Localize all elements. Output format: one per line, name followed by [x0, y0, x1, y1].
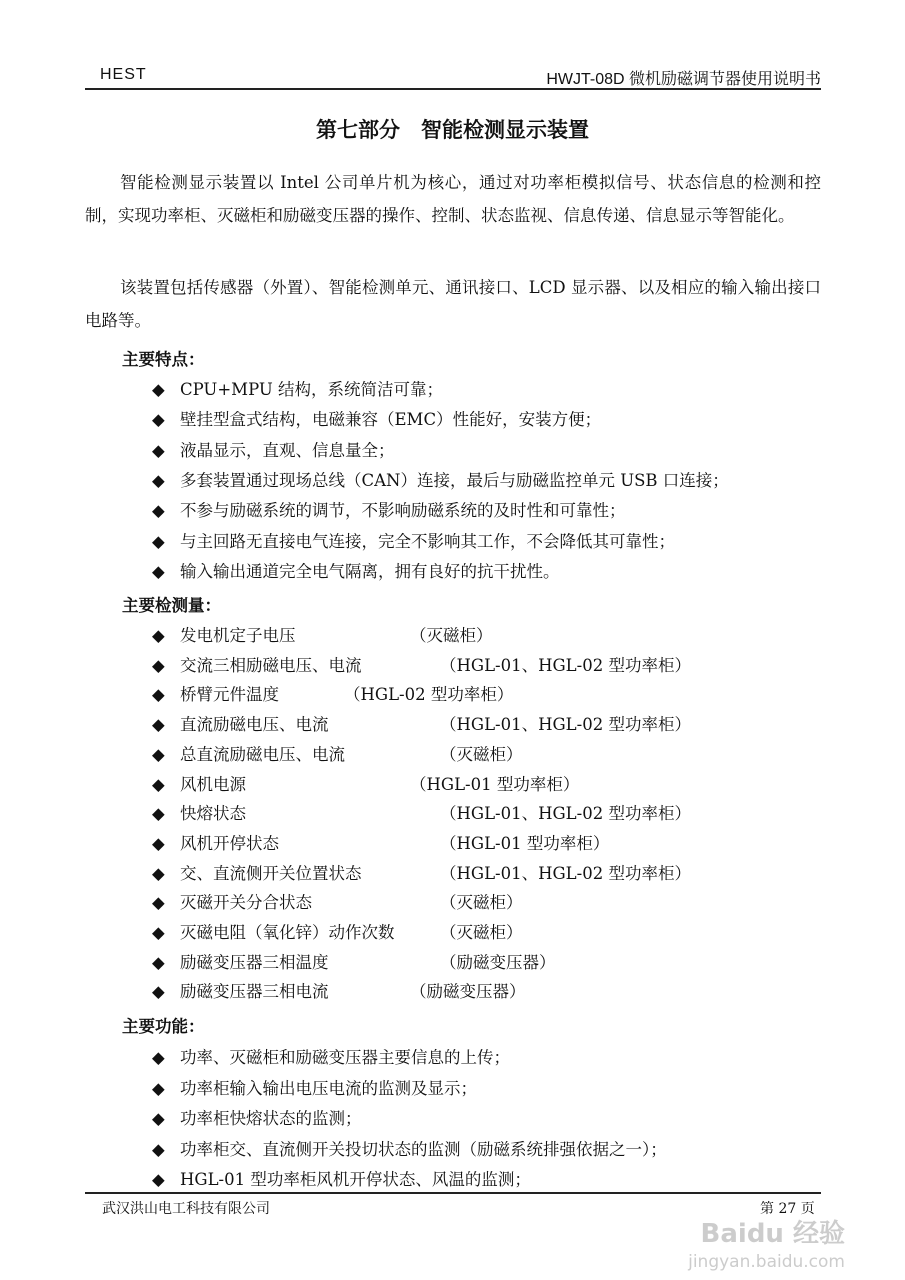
functions-heading: 主要功能：: [122, 1017, 205, 1036]
watermark-logo: Baidu 经验: [700, 1219, 845, 1249]
list-item: [152, 497, 626, 521]
features-heading: 主要特点：: [122, 350, 205, 369]
measurement-name: 风机电源: [180, 774, 246, 794]
list-item: [152, 558, 560, 582]
diamond-bullet-icon: ◆: [152, 440, 165, 460]
list-item-text: 多套装置通过现场总线（CAN）连接，最后与励磁监控单元 USB 口连接；: [180, 470, 729, 490]
measurements-heading: 主要检测量：: [122, 596, 221, 615]
measurement-name: 交、直流侧开关位置状态: [180, 863, 362, 883]
list-item: [152, 467, 729, 491]
measurement-location: （HGL-01 型功率柜）: [410, 774, 580, 794]
measurement-name: 灭磁电阻（氧化锌）动作次数: [180, 923, 395, 942]
list-item: [152, 711, 691, 735]
measurement-location: （灭磁柜）: [410, 626, 493, 645]
measurement-name: 交流三相励磁电压、电流: [180, 655, 362, 675]
measurement-location: （灭磁柜）: [440, 923, 523, 942]
list-item-text: 功率柜快熔状态的监测；: [180, 1109, 362, 1128]
list-item: [152, 830, 610, 854]
list-item: [152, 771, 580, 795]
measurement-location: （灭磁柜）: [440, 744, 523, 764]
header-left: HEST: [100, 66, 147, 83]
list-item: [152, 741, 523, 765]
list-item: [152, 800, 691, 824]
measurement-name: 桥臂元件温度: [180, 685, 279, 705]
diamond-bullet-icon: ◆: [152, 1139, 165, 1159]
list-item: [152, 652, 691, 676]
diamond-bullet-icon: ◆: [152, 982, 165, 1002]
watermark-url: jingyan.baidu.com: [688, 1252, 845, 1272]
measurement-location: （HGL-01、HGL-02 型功率柜）: [440, 715, 691, 735]
measurement-location: （励磁变压器）: [410, 982, 526, 1002]
list-item-text: 功率柜输入输出电压电流的监测及显示；: [180, 1078, 477, 1098]
measurement-location: （HGL-01 型功率柜）: [440, 833, 610, 853]
diamond-bullet-icon: ◆: [152, 833, 165, 853]
footer-company: 武汉洪山电工科技有限公司: [102, 1201, 270, 1217]
diamond-bullet-icon: ◆: [152, 470, 165, 490]
list-item: [152, 889, 523, 913]
list-item: [152, 437, 395, 461]
footer-page: 第 27 页: [760, 1201, 815, 1217]
list-item: [152, 1075, 477, 1099]
list-item-text: CPU+MPU 结构，系统简洁可靠；: [180, 380, 444, 399]
diamond-bullet-icon: ◆: [152, 531, 165, 551]
measurement-name: 发电机定子电压: [180, 626, 296, 645]
diamond-bullet-icon: ◆: [152, 893, 165, 913]
diamond-bullet-icon: ◆: [152, 1109, 165, 1128]
measurement-location: （HGL-01、HGL-02 型功率柜）: [440, 804, 691, 824]
diamond-bullet-icon: ◆: [152, 804, 165, 824]
list-item-text: 不参与励磁系统的调节，不影响励磁系统的及时性和可靠性；: [180, 501, 626, 521]
list-item: [152, 919, 523, 943]
diamond-bullet-icon: ◆: [152, 501, 165, 521]
measurement-location: （HGL-01、HGL-02 型功率柜）: [440, 655, 691, 675]
list-item-text: 功率柜交、直流侧开关投切状态的监测（励磁系统排强依据之一）；: [180, 1139, 667, 1159]
diamond-bullet-icon: ◆: [152, 1048, 165, 1067]
diamond-bullet-icon: ◆: [152, 1170, 165, 1189]
list-item: [152, 1044, 510, 1068]
diamond-bullet-icon: ◆: [152, 952, 165, 972]
list-item: [152, 949, 556, 973]
page-title: 第七部分 智能检测显示装置: [316, 118, 589, 142]
measurement-name: 快熔状态: [180, 804, 246, 824]
diamond-bullet-icon: ◆: [152, 561, 165, 581]
list-item: [152, 406, 601, 430]
list-item-text: 与主回路无直接电气连接，完全不影响其工作，不会降低其可靠性；: [180, 531, 675, 551]
measurement-name: 励磁变压器三相电流: [180, 982, 329, 1002]
measurement-name: 风机开停状态: [180, 833, 279, 853]
paragraph: 智能检测显示装置以 Intel 公司单片机为核心，通过对功率柜模拟信号、状态信息的检测和控制，实现功率柜、灭磁柜和励磁变压器的操作、控制、状态监视、信息传递、信息显示等智能化。: [85, 173, 821, 225]
diamond-bullet-icon: ◆: [152, 923, 165, 942]
measurement-name: 励磁变压器三相温度: [180, 952, 329, 972]
footer-rule: [85, 1192, 821, 1194]
measurement-name: 灭磁开关分合状态: [180, 893, 312, 913]
measurement-location: （励磁变压器）: [440, 952, 556, 972]
measurement-location: （灭磁柜）: [440, 893, 523, 913]
diamond-bullet-icon: ◆: [152, 774, 165, 794]
paragraph: 该装置包括传感器（外置）、智能检测单元、通讯接口、LCD 显示器、以及相应的输入输出接口电路等。: [85, 278, 821, 330]
list-item: [152, 622, 493, 646]
measurement-name: 直流励磁电压、电流: [180, 715, 329, 735]
list-item: [152, 1105, 362, 1129]
list-item: [152, 681, 514, 705]
diamond-bullet-icon: ◆: [152, 655, 165, 675]
header-right: HWJT-08D 微机励磁调节器使用说明书: [546, 71, 821, 88]
measurement-location: （HGL-01、HGL-02 型功率柜）: [440, 863, 691, 883]
list-item: [152, 860, 691, 884]
diamond-bullet-icon: ◆: [152, 715, 165, 735]
diamond-bullet-icon: ◆: [152, 626, 165, 645]
list-item-text: HGL-01 型功率柜风机开停状态、风温的监测；: [180, 1170, 531, 1189]
list-item: [152, 1136, 667, 1160]
list-item-text: 功率、灭磁柜和励磁变压器主要信息的上传；: [180, 1048, 510, 1067]
list-item: [152, 528, 675, 552]
list-item-text: 液晶显示，直观、信息量全；: [180, 440, 395, 460]
measurement-location: （HGL-02 型功率柜）: [344, 685, 514, 705]
header-rule: [85, 88, 821, 90]
list-item: [152, 1166, 531, 1190]
diamond-bullet-icon: ◆: [152, 744, 165, 764]
diamond-bullet-icon: ◆: [152, 685, 165, 705]
list-item: [152, 978, 526, 1002]
diamond-bullet-icon: ◆: [152, 1078, 165, 1098]
list-item-text: 输入输出通道完全电气隔离，拥有良好的抗干扰性。: [180, 561, 560, 581]
diamond-bullet-icon: ◆: [152, 380, 165, 399]
list-item: [152, 376, 443, 400]
diamond-bullet-icon: ◆: [152, 410, 165, 430]
diamond-bullet-icon: ◆: [152, 863, 165, 883]
measurement-name: 总直流励磁电压、电流: [180, 744, 345, 764]
list-item-text: 壁挂型盒式结构，电磁兼容（EMC）性能好，安装方便；: [180, 410, 602, 430]
